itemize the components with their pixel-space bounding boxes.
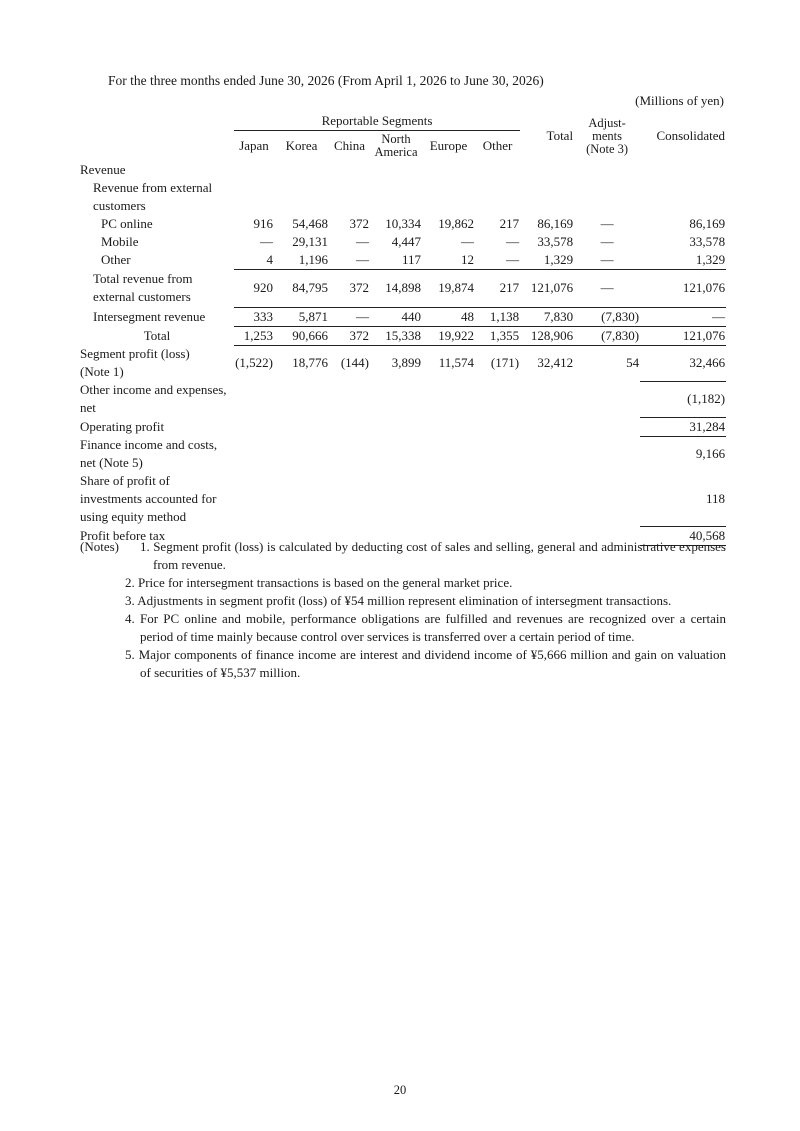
note-1 (80, 538, 726, 574)
cell-consolidated: — (640, 307, 726, 326)
cell-consolidated: 40,568 (640, 526, 726, 545)
row-label-line-1: Segment profit (loss) (80, 346, 190, 361)
cell-korea: 29,131 (292, 233, 328, 249)
table-row-total-external (80, 269, 726, 307)
cell-europe: 11,574 (438, 355, 474, 371)
cell-europe: — (461, 233, 474, 249)
revenue-external-label-1: Revenue from external (93, 179, 213, 195)
cell-europe: 19,922 (422, 326, 475, 345)
cell-north-america: 14,898 (385, 280, 421, 295)
cell-total: 32,412 (537, 355, 574, 371)
cell-other: — (506, 233, 520, 249)
cell-other: 217 (499, 280, 520, 295)
total-header: Total (546, 128, 574, 144)
row-label (80, 472, 234, 526)
row-label-line-1: Total revenue from (93, 271, 193, 286)
cell-china: 372 (349, 215, 369, 231)
revenue-row (80, 161, 726, 179)
cell-adjustments: (7,830) (574, 307, 640, 326)
header-group-row (80, 112, 726, 131)
unit-label: (Millions of yen) (635, 93, 724, 108)
table-row-equity-method (80, 472, 726, 526)
cell-total: 33,578 (537, 233, 574, 249)
cell-china: 372 (349, 280, 369, 295)
row-label: PC online (101, 215, 153, 231)
cell-korea: 84,795 (292, 280, 328, 295)
cell-japan: 333 (234, 307, 274, 326)
cell-other: 1,355 (475, 326, 520, 345)
adjustments-header (574, 112, 640, 161)
north-america-header-line-2: America (374, 144, 418, 159)
adjustments-header-line-3: (Note 3) (586, 141, 629, 156)
adjustments-header-line-2: ments (592, 128, 622, 143)
cell-north-america: 117 (370, 251, 422, 270)
row-label-line-1: Other income and expenses, (80, 382, 227, 397)
row-label-line-2: investments accounted for (80, 491, 217, 506)
cell-total: 128,906 (520, 326, 574, 345)
cell-adjustments: (7,830) (574, 326, 640, 345)
revenue-external-row-1 (80, 179, 726, 197)
cell-total: 7,830 (520, 307, 574, 326)
row-label: Intersegment revenue (93, 308, 206, 324)
period-caption: For the three months ended June 30, 2026 (From April 1, 2026 to June 30, 2026) (108, 73, 544, 88)
cell-total: 86,169 (537, 215, 574, 231)
cell-north-america: 4,447 (391, 233, 421, 249)
row-label: Mobile (101, 233, 139, 249)
table-row-intersegment (80, 307, 726, 326)
cell-total: 121,076 (530, 280, 574, 295)
cell-korea: 54,468 (292, 215, 328, 231)
consolidated-header: Consolidated (656, 128, 726, 144)
cell-north-america: 10,334 (385, 215, 421, 231)
cell-china: — (329, 307, 370, 326)
cell-consolidated: 1,329 (640, 251, 726, 270)
cell-consolidated: (1,182) (640, 381, 726, 417)
row-label (80, 381, 234, 417)
cell-adjustments: 54 (626, 355, 640, 371)
row-label: Operating profit (80, 418, 165, 434)
cell-china: 372 (329, 326, 370, 345)
cell-adjustments: — (600, 280, 614, 295)
row-label: Profit before tax (80, 527, 166, 543)
cell-europe: 48 (422, 307, 475, 326)
cell-japan: 1,253 (234, 326, 274, 345)
cell-other: 217 (499, 215, 520, 231)
cell-consolidated: 118 (640, 472, 726, 526)
cell-other: 1,138 (475, 307, 520, 326)
row-label-line-2: (Note 1) (80, 364, 124, 379)
cell-korea: 90,666 (274, 326, 329, 345)
cell-consolidated: 86,169 (689, 215, 726, 231)
cell-china: — (329, 251, 370, 270)
row-label-line-1: Finance income and costs, (80, 437, 218, 452)
row-label-line-3: using equity method (80, 509, 187, 524)
north-america-header-line-1: North (381, 131, 411, 146)
japan-header: Japan (239, 137, 269, 153)
cell-consolidated: 32,466 (689, 355, 726, 370)
row-label (80, 436, 234, 472)
cell-europe: 19,862 (438, 215, 474, 231)
cell-north-america: 15,338 (370, 326, 422, 345)
cell-china: — (356, 233, 369, 249)
cell-korea: 18,776 (292, 355, 328, 371)
row-label: Total (143, 327, 171, 343)
reportable-segments-header: Reportable Segments (234, 112, 520, 131)
cell-other: (171) (490, 355, 520, 371)
cell-japan: 4 (234, 251, 274, 270)
cell-europe: 12 (422, 251, 475, 270)
note-3: 3. Adjustments in segment profit (loss) of ¥54 million represent elimination of intersegment transactions. (125, 593, 672, 608)
note-5: 5. Major components of finance income are interest and dividend income of ¥5,666 million and gain on valuation of securities of ¥5,537 million. (125, 647, 726, 680)
cell-north-america: 440 (370, 307, 422, 326)
table-row-segment-profit (80, 345, 726, 381)
row-label-line-2: net (Note 5) (80, 455, 143, 470)
cell-japan: (1,522) (235, 355, 273, 371)
notes-tag: (Notes) (80, 539, 119, 554)
cell-adjustments: — (600, 215, 614, 231)
china-header: China (333, 137, 366, 153)
cell-japan: 916 (253, 215, 273, 231)
cell-korea: 5,871 (274, 307, 329, 326)
row-label (80, 345, 234, 381)
cell-consolidated: 33,578 (689, 233, 726, 249)
adjustments-header-line-1: Adjust- (588, 115, 626, 130)
other-header: Other (482, 137, 513, 153)
row-label-line-2: net (80, 400, 96, 415)
cell-other: — (475, 251, 520, 270)
table-row-other (80, 251, 726, 270)
revenue-external-label-2: customers (93, 197, 146, 213)
cell-consolidated: 9,166 (695, 446, 726, 462)
table-row-other-income (80, 381, 726, 417)
cell-europe: 19,874 (438, 280, 474, 295)
cell-china: (144) (340, 355, 369, 371)
table-row-mobile (80, 233, 726, 251)
cell-adjustments: — (574, 251, 640, 270)
revenue-label: Revenue (80, 161, 126, 177)
cell-consolidated: 121,076 (682, 280, 726, 295)
north-america-header (370, 131, 422, 161)
cell-consolidated: 121,076 (640, 326, 726, 345)
cell-north-america: 3,899 (391, 355, 421, 371)
table-row-finance (80, 436, 726, 472)
note-2: 2. Price for intersegment transactions is based on the general market price. (125, 575, 513, 590)
row-label: Other (101, 251, 131, 267)
cell-adjustments: — (600, 233, 614, 249)
note-4: 4. For PC online and mobile, performance obligations are fulfilled and revenues are recognized over a certain period of time mainly because control over services is transferred over a certain period of time. (125, 611, 726, 644)
cell-japan: — (260, 233, 273, 249)
table-row-total (80, 326, 726, 345)
notes-section (80, 538, 726, 682)
row-label (80, 269, 234, 307)
revenue-external-row-2 (80, 197, 726, 215)
page-number: 20 (393, 1083, 407, 1097)
korea-header: Korea (285, 137, 318, 153)
row-label-line-2: external customers (93, 289, 191, 304)
segment-table (80, 112, 726, 546)
table-row-pc-online (80, 215, 726, 233)
cell-japan: 920 (253, 280, 273, 295)
table-row-operating-profit (80, 417, 726, 436)
cell-total: 1,329 (520, 251, 574, 270)
cell-korea: 1,196 (274, 251, 329, 270)
note-1-text: 1. Segment profit (loss) is calculated by deducting cost of sales and selling, general and administrative expenses from revenue. (140, 539, 726, 572)
row-label-line-1: Share of profit of (80, 473, 170, 488)
europe-header: Europe (429, 137, 468, 153)
cell-consolidated: 31,284 (640, 417, 726, 436)
